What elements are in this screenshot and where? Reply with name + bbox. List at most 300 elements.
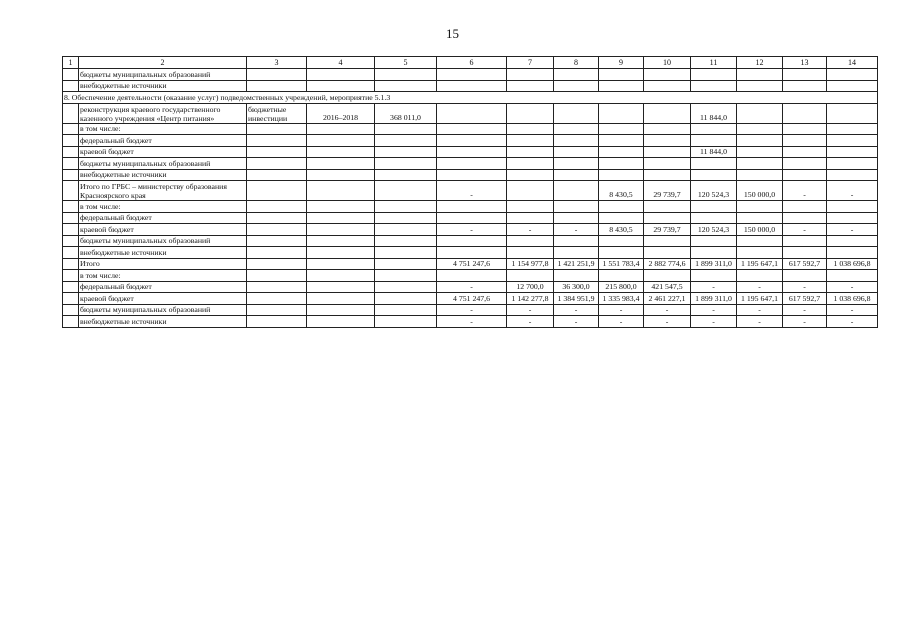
cell-c4: [307, 270, 375, 282]
column-header: 1: [63, 57, 79, 69]
cell-value: [827, 201, 878, 213]
cell-c5: [375, 69, 437, 81]
cell-c4: [307, 169, 375, 181]
row-label: федеральный бюджет: [79, 281, 247, 293]
cell-value: [437, 270, 507, 282]
cell-value: 1 551 783,4: [599, 258, 644, 270]
cell-c4: [307, 247, 375, 259]
column-header: 14: [827, 57, 878, 69]
cell-value: [644, 270, 691, 282]
cell-value: [691, 212, 737, 224]
cell-value: [437, 135, 507, 147]
cell-value: [599, 146, 644, 158]
cell-value: 29 739,7: [644, 181, 691, 201]
table-row: [63, 69, 878, 81]
cell-c5: [375, 80, 437, 92]
cell-value: [554, 146, 599, 158]
cell-value: [507, 181, 554, 201]
cell-value: -: [827, 281, 878, 293]
column-header: 10: [644, 57, 691, 69]
column-header: 11: [691, 57, 737, 69]
cell-c4: [307, 212, 375, 224]
cell-value: [783, 146, 827, 158]
table-row: [63, 201, 878, 213]
cell-value: [554, 123, 599, 135]
cell-value: [737, 123, 783, 135]
cell-empty: [63, 235, 79, 247]
cell-value: [554, 235, 599, 247]
cell-c5: [375, 247, 437, 259]
cell-empty: [63, 123, 79, 135]
cell-value: [599, 212, 644, 224]
cell-value: 1 384 951,9: [554, 293, 599, 305]
cell-value: [691, 135, 737, 147]
cell-value: [599, 169, 644, 181]
cell-value: [737, 146, 783, 158]
table-row: [63, 135, 878, 147]
cell-c5: [375, 304, 437, 316]
cell-value: [507, 158, 554, 170]
row-label: внебюджетные источники: [79, 247, 247, 259]
budget-table: [62, 56, 878, 328]
cell-c4: [307, 224, 375, 236]
cell-c3: [247, 258, 307, 270]
cell-value: [599, 270, 644, 282]
cell-value: -: [783, 181, 827, 201]
cell-value: [507, 80, 554, 92]
cell-c3: [247, 181, 307, 201]
cell-empty: [63, 281, 79, 293]
cell-empty: [63, 181, 79, 201]
cell-value: -: [691, 281, 737, 293]
cell-empty: [63, 169, 79, 181]
column-header: 9: [599, 57, 644, 69]
cell-empty: [63, 316, 79, 328]
cell-c4: [307, 281, 375, 293]
cell-value: [437, 80, 507, 92]
cell-empty: [63, 201, 79, 213]
cell-empty: [63, 135, 79, 147]
cell-value: [437, 235, 507, 247]
column-header: 4: [307, 57, 375, 69]
cell-value: [599, 69, 644, 81]
cell-c3: [247, 158, 307, 170]
cell-value: [691, 247, 737, 259]
cell-c5: [375, 146, 437, 158]
cell-value: [554, 169, 599, 181]
cell-value: -: [737, 304, 783, 316]
row-label: бюджеты муниципальных образований: [79, 69, 247, 81]
cell-value: [783, 212, 827, 224]
cell-value: [437, 212, 507, 224]
cell-value: [554, 270, 599, 282]
cell-empty: [63, 304, 79, 316]
cell-value: 120 524,3: [691, 224, 737, 236]
cell-empty: [63, 80, 79, 92]
cell-value: 1 899 311,0: [691, 293, 737, 305]
cell-value: [554, 212, 599, 224]
cell-c3: [247, 146, 307, 158]
cell-value: 11 844,0: [691, 146, 737, 158]
cell-c5: [375, 235, 437, 247]
cell-value: -: [507, 304, 554, 316]
table-row: [63, 80, 878, 92]
column-header: 8: [554, 57, 599, 69]
cell-value: [644, 123, 691, 135]
table-row: [63, 181, 878, 201]
cell-empty: [63, 212, 79, 224]
cell-value: [783, 135, 827, 147]
table-row: [63, 293, 878, 305]
cell-value: [737, 212, 783, 224]
row-label: бюджеты муниципальных образований: [79, 158, 247, 170]
cell-c5: [375, 281, 437, 293]
cell-value: 4 751 247,6: [437, 258, 507, 270]
row-label: реконструкция краевого государственного казенного учреждения «Центр питания»: [79, 103, 247, 123]
cell-c3: [247, 80, 307, 92]
table-row: [63, 281, 878, 293]
cell-value: [554, 201, 599, 213]
cell-value: [437, 123, 507, 135]
cell-value: [783, 201, 827, 213]
column-header: 3: [247, 57, 307, 69]
row-label: в том числе:: [79, 270, 247, 282]
cell-c5: [375, 270, 437, 282]
cell-c4: [307, 146, 375, 158]
cell-value: [599, 158, 644, 170]
cell-value: [437, 103, 507, 123]
page-number: 15: [446, 26, 459, 41]
cell-c4: [307, 304, 375, 316]
cell-c4: [307, 135, 375, 147]
cell-value: [783, 103, 827, 123]
cell-value: [737, 158, 783, 170]
section-title: 8. Обеспечение деятельности (оказание услуг) подведомственных учреждений, мероприятие 5.1.3: [63, 92, 878, 104]
cell-c5: [375, 158, 437, 170]
cell-value: -: [783, 281, 827, 293]
cell-value: 1 195 647,1: [737, 293, 783, 305]
cell-value: -: [437, 316, 507, 328]
row-label: федеральный бюджет: [79, 212, 247, 224]
table-row: [63, 169, 878, 181]
cell-value: -: [599, 316, 644, 328]
cell-value: [507, 103, 554, 123]
cell-value: [599, 80, 644, 92]
cell-value: [507, 123, 554, 135]
cell-value: [691, 235, 737, 247]
cell-value: [507, 235, 554, 247]
cell-value: [554, 135, 599, 147]
cell-value: [644, 247, 691, 259]
cell-value: [644, 80, 691, 92]
row-label: внебюджетные источники: [79, 169, 247, 181]
cell-value: -: [827, 181, 878, 201]
column-header: 12: [737, 57, 783, 69]
cell-value: [691, 201, 737, 213]
cell-value: 1 335 983,4: [599, 293, 644, 305]
cell-value: -: [437, 304, 507, 316]
cell-value: -: [437, 181, 507, 201]
cell-value: [554, 103, 599, 123]
cell-value: [507, 146, 554, 158]
cell-value: 617 592,7: [783, 293, 827, 305]
table-row: [63, 224, 878, 236]
cell-value: [737, 103, 783, 123]
cell-empty: [63, 247, 79, 259]
cell-c3: [247, 212, 307, 224]
cell-value: [827, 212, 878, 224]
cell-value: [644, 158, 691, 170]
cell-value: [644, 146, 691, 158]
cell-value: -: [691, 304, 737, 316]
cell-empty: [63, 158, 79, 170]
cell-value: 1 154 977,8: [507, 258, 554, 270]
cell-value: 215 800,0: [599, 281, 644, 293]
cell-value: [783, 123, 827, 135]
row-label: в том числе:: [79, 201, 247, 213]
cell-c3: [247, 247, 307, 259]
cell-c5: [375, 224, 437, 236]
column-header: 5: [375, 57, 437, 69]
cell-value: [507, 212, 554, 224]
cell-value: [783, 69, 827, 81]
cell-value: [691, 270, 737, 282]
cell-value: -: [554, 224, 599, 236]
cell-value: [599, 235, 644, 247]
cell-value: [507, 247, 554, 259]
row-label: краевой бюджет: [79, 146, 247, 158]
cell-value: [644, 235, 691, 247]
cell-value: [783, 80, 827, 92]
cell-value: -: [783, 316, 827, 328]
cell-value: [737, 69, 783, 81]
cell-c5: 368 011,0: [375, 103, 437, 123]
cell-value: [644, 212, 691, 224]
row-label: бюджеты муниципальных образований: [79, 235, 247, 247]
cell-value: [827, 235, 878, 247]
column-header: 7: [507, 57, 554, 69]
table-row: [63, 158, 878, 170]
cell-value: 8 430,5: [599, 224, 644, 236]
cell-value: -: [644, 304, 691, 316]
cell-c3: [247, 224, 307, 236]
cell-value: [783, 169, 827, 181]
cell-value: [644, 135, 691, 147]
cell-value: -: [437, 224, 507, 236]
cell-c3: [247, 123, 307, 135]
cell-value: -: [507, 224, 554, 236]
cell-value: 1 195 647,1: [737, 258, 783, 270]
table-row: [63, 304, 878, 316]
cell-value: [644, 201, 691, 213]
cell-value: -: [644, 316, 691, 328]
cell-value: -: [554, 304, 599, 316]
cell-value: [599, 135, 644, 147]
cell-value: [827, 69, 878, 81]
cell-value: [554, 247, 599, 259]
table-row: [63, 212, 878, 224]
cell-value: [737, 169, 783, 181]
cell-c4: [307, 181, 375, 201]
row-label: Итого: [79, 258, 247, 270]
section-row: [63, 92, 878, 104]
table-row: [63, 146, 878, 158]
cell-value: [691, 69, 737, 81]
cell-c3: [247, 169, 307, 181]
cell-value: [827, 247, 878, 259]
cell-c5: [375, 293, 437, 305]
cell-c4: [307, 158, 375, 170]
cell-c3: [247, 270, 307, 282]
cell-value: [737, 201, 783, 213]
row-label: внебюджетные источники: [79, 316, 247, 328]
row-label: краевой бюджет: [79, 293, 247, 305]
table-row: [63, 258, 878, 270]
cell-c3: [247, 293, 307, 305]
cell-c3: [247, 135, 307, 147]
cell-c5: [375, 201, 437, 213]
cell-value: [644, 169, 691, 181]
cell-value: [783, 247, 827, 259]
cell-value: -: [737, 281, 783, 293]
cell-value: [437, 146, 507, 158]
cell-empty: [63, 224, 79, 236]
table-row: [63, 123, 878, 135]
cell-value: 1 899 311,0: [691, 258, 737, 270]
table-row: [63, 235, 878, 247]
cell-c4: [307, 201, 375, 213]
table-row: [63, 247, 878, 259]
cell-value: [691, 158, 737, 170]
cell-c3: [247, 201, 307, 213]
row-label: в том числе:: [79, 123, 247, 135]
cell-value: [507, 135, 554, 147]
cell-value: [437, 201, 507, 213]
cell-value: 36 300,0: [554, 281, 599, 293]
cell-empty: [63, 146, 79, 158]
cell-value: 2 461 227,1: [644, 293, 691, 305]
row-label: Итого по ГРБС – министерству образования Красноярского края: [79, 181, 247, 201]
cell-c3: [247, 316, 307, 328]
cell-value: 617 592,7: [783, 258, 827, 270]
cell-value: [783, 270, 827, 282]
cell-c4: [307, 293, 375, 305]
cell-empty: [63, 103, 79, 123]
cell-c3: [247, 281, 307, 293]
cell-value: -: [783, 304, 827, 316]
cell-value: [737, 270, 783, 282]
cell-value: [691, 123, 737, 135]
cell-value: 4 751 247,6: [437, 293, 507, 305]
cell-c5: [375, 135, 437, 147]
cell-value: 8 430,5: [599, 181, 644, 201]
column-header: 6: [437, 57, 507, 69]
cell-value: [644, 69, 691, 81]
cell-c4: [307, 123, 375, 135]
cell-value: [437, 247, 507, 259]
cell-empty: [63, 69, 79, 81]
table-header-row: [63, 57, 878, 69]
cell-value: 150 000,0: [737, 181, 783, 201]
cell-value: [554, 181, 599, 201]
cell-value: -: [737, 316, 783, 328]
cell-c4: [307, 80, 375, 92]
cell-value: [507, 270, 554, 282]
cell-value: [554, 80, 599, 92]
table-row: [63, 270, 878, 282]
row-label: внебюджетные источники: [79, 80, 247, 92]
cell-empty: [63, 258, 79, 270]
cell-value: 150 000,0: [737, 224, 783, 236]
cell-value: [437, 69, 507, 81]
cell-value: 120 524,3: [691, 181, 737, 201]
cell-value: [827, 123, 878, 135]
cell-value: [437, 158, 507, 170]
cell-value: [599, 201, 644, 213]
cell-c4: [307, 235, 375, 247]
cell-c3: бюджетные инвестиции: [247, 103, 307, 123]
cell-value: -: [691, 316, 737, 328]
row-label: краевой бюджет: [79, 224, 247, 236]
cell-value: [691, 169, 737, 181]
cell-c4: [307, 316, 375, 328]
cell-value: [783, 235, 827, 247]
cell-c3: [247, 235, 307, 247]
row-label: федеральный бюджет: [79, 135, 247, 147]
cell-value: 421 547,5: [644, 281, 691, 293]
cell-value: [437, 169, 507, 181]
cell-c5: [375, 169, 437, 181]
cell-value: 1 142 277,8: [507, 293, 554, 305]
column-header: 2: [79, 57, 247, 69]
cell-c5: [375, 123, 437, 135]
cell-value: [737, 247, 783, 259]
cell-value: [507, 69, 554, 81]
cell-value: [827, 158, 878, 170]
cell-value: -: [827, 316, 878, 328]
cell-value: [691, 80, 737, 92]
cell-value: [599, 247, 644, 259]
cell-value: [737, 235, 783, 247]
cell-value: -: [827, 304, 878, 316]
cell-value: [507, 169, 554, 181]
cell-c4: [307, 69, 375, 81]
cell-value: [827, 169, 878, 181]
cell-value: 1 038 696,8: [827, 258, 878, 270]
cell-value: [827, 80, 878, 92]
cell-value: [827, 103, 878, 123]
cell-c5: [375, 181, 437, 201]
cell-c3: [247, 304, 307, 316]
cell-value: 29 739,7: [644, 224, 691, 236]
cell-value: [599, 103, 644, 123]
cell-value: [644, 103, 691, 123]
cell-value: -: [554, 316, 599, 328]
cell-value: 1 421 251,9: [554, 258, 599, 270]
cell-c5: [375, 212, 437, 224]
cell-value: 11 844,0: [691, 103, 737, 123]
cell-value: 1 038 696,8: [827, 293, 878, 305]
table-row: [63, 316, 878, 328]
cell-c5: [375, 258, 437, 270]
cell-c5: [375, 316, 437, 328]
cell-value: [783, 158, 827, 170]
table-row: [63, 103, 878, 123]
cell-value: [554, 69, 599, 81]
cell-value: [599, 123, 644, 135]
cell-empty: [63, 270, 79, 282]
cell-value: 2 882 774,6: [644, 258, 691, 270]
